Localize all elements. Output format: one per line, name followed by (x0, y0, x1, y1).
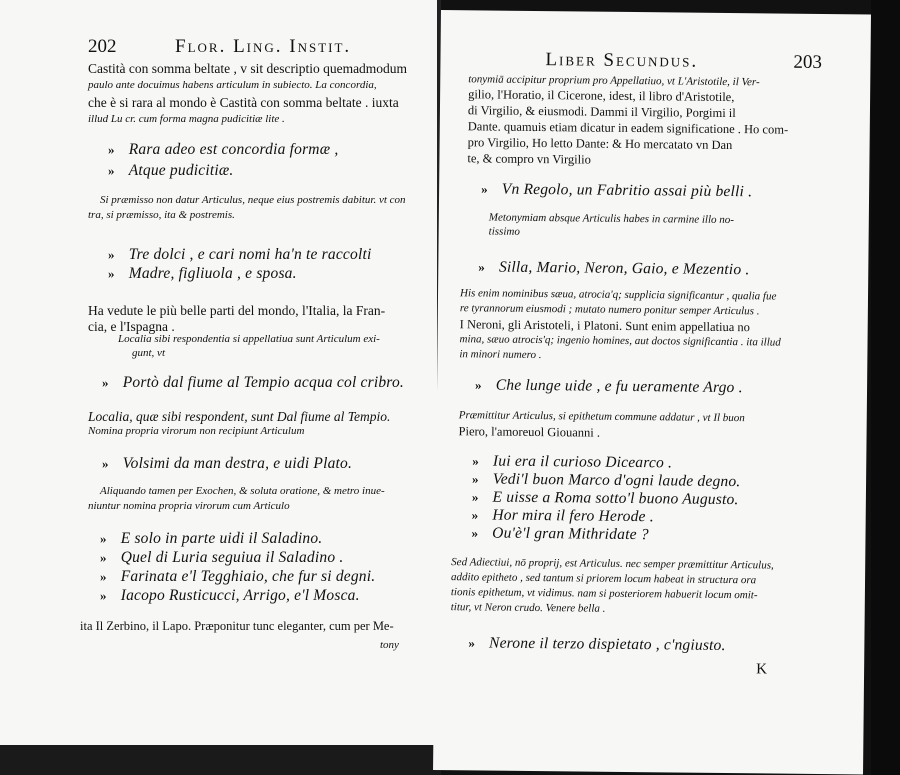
note-line: Præmittitur Articulus, si epithetum commune addatur , vt Il buon (458, 409, 745, 425)
note-line: titur, vt Neron crudo. Venere bella . (450, 601, 606, 615)
running-head: Liber Secundus. (545, 49, 699, 72)
verse-line: » Madre, figliuola , e sposa. (108, 265, 297, 282)
page-number: 202 (88, 36, 117, 57)
running-head: Flor. Ling. Instit. (175, 36, 352, 57)
note-line: mina, sæuo atrocis'q; ingenio homines, aut doctos significantia . ita illud (459, 333, 781, 349)
note-line: tionis epithetum, vt vidimus. nam si posteriorem habuerit locum omit- (450, 586, 758, 602)
note-line: Localia sibi respondentia si appellatiua sunt Articulum exi- (118, 333, 380, 345)
verse-line: » Silla, Mario, Neron, Gaio, e Mezentio . (478, 258, 750, 279)
intro-line: illud Lu cr. cum forma magna pudicitiæ lite . (88, 113, 285, 125)
intro-line: paulo ante docuimus habens articulum in subiecto. La concordia, (88, 79, 377, 91)
para-line: cia, e l'Ispagna . (88, 319, 175, 334)
note-line: niuntur nomina propria virorum cum Articulo (88, 500, 290, 512)
note-line: His enim nominibus sæua, atrocia'q; supplicia significantur , qualia fue (459, 287, 777, 303)
note-line: addito epitheto , sed tantum si priorem locum habeat in structura ora (450, 571, 757, 587)
verse-line: » Iacopo Rusticucci, Arrigo, e'l Mosca. (100, 587, 360, 604)
verse-line: » Portò dal fiume al Tempio acqua col cribro. (102, 374, 404, 391)
verse-line: » Vn Regolo, un Fabritio assai più belli . (481, 180, 753, 201)
verse-line: » Rara adeo est concordia formæ , (108, 141, 339, 158)
intro-line: pro Virgilio, Ho letto Dante: & Ho mercatato vn Dan (467, 135, 733, 153)
verse-line: » Hor mira il fero Herode . (471, 506, 654, 526)
verse-line: » Vedi'l buon Marco d'ogni laude degno. (472, 470, 741, 491)
verse-line: » Atque pudicitiæ. (108, 162, 234, 179)
intro-line: Castità con somma beltate , v sit descriptio quemadmodum (88, 61, 408, 76)
book-edge (871, 0, 900, 775)
verse-line: » E solo in parte uidi il Saladino. (100, 530, 323, 547)
verse-line: » Quel di Luria seguiua il Saladino . (100, 549, 344, 566)
para-line: Ha vedute le più belle parti del mondo, l'Italia, la Fran- (88, 303, 386, 318)
note-line: re tyrannorum eiusmodi ; mutato numero ponitur semper Articulus . (459, 302, 760, 318)
closing-line: ita Il Zerbino, il Lapo. Præponitur tunc eleganter, cum per Me- (80, 619, 394, 633)
bottom-shadow (0, 745, 441, 775)
verse-line: » Volsimi da man destra, e uidi Plato. (102, 455, 353, 472)
note-line: I Neroni, gli Aristoteli, i Platoni. Sunt enim appellatiua no (459, 317, 751, 335)
note-line: Nomina propria virorum non recipiunt Articulum (88, 425, 305, 437)
note-line: Sed Adiectiui, nō proprij, est Articulus. nec semper præmittitur Articulus, (451, 556, 774, 572)
intro-line: di Virgilio, & eiusmodi. Dammi il Virgilio, Porgimi il (467, 103, 736, 121)
note-line: Localia, quæ sibi respondent, sunt Dal fiume al Tempio. (88, 409, 391, 424)
verse-line: » Farinata e'l Tegghiaio, che fur si degni. (100, 568, 376, 585)
intro-line: te, & compro vn Virgilio (467, 151, 591, 167)
verse-line: » Che lunge uide , e fu ueramente Argo . (474, 376, 743, 397)
intro-line: che è si rara al mondo è Castità con somma beltate . iuxta (88, 95, 399, 110)
note-line: Piero, l'amoreuol Giouanni . (458, 424, 601, 440)
verse-line: » E uisse a Roma sotto'l buono Augusto. (471, 488, 739, 509)
note-line: gunt, vt (132, 347, 165, 359)
left-page (0, 0, 438, 745)
verse-line: » Tre dolci , e cari nomi ha'n te raccolti (108, 246, 372, 263)
verse-line: » Nerone il terzo dispietato , c'ngiusto. (468, 634, 726, 655)
page-number: 203 (793, 51, 823, 73)
note-line: Metonymiam absque Articulis habes in carmine illo no- (488, 211, 735, 227)
signature-mark: K (756, 661, 768, 678)
intro-line: tonymiā accipitur proprium pro Appellatiuo, vt L'Aristotile, il Ver- (468, 73, 760, 89)
verse-line: » Ou'è'l gran Mithridate ? (471, 524, 649, 544)
note-line: Aliquando tamen per Exochen, & soluta oratione, & metro inue- (100, 485, 385, 497)
right-page (433, 10, 871, 774)
note-line: in minori numero . (459, 348, 542, 362)
intro-line: gilio, l'Horatio, il Cicerone, idest, il libro d'Aristotile, (468, 87, 735, 105)
note-line: tra, si præmisso, ita & postremis. (88, 209, 235, 221)
catchword: tony (380, 639, 399, 651)
note-line: Si præmisso non datur Articulus, neque eius postremis dabitur. vt con (100, 194, 406, 206)
verse-line: » Iui era il curioso Dicearco . (472, 452, 673, 472)
intro-line: Dante. quamuis etiam dicatur in eadem significatione . Ho com- (467, 119, 789, 137)
note-line: tissimo (488, 225, 520, 238)
